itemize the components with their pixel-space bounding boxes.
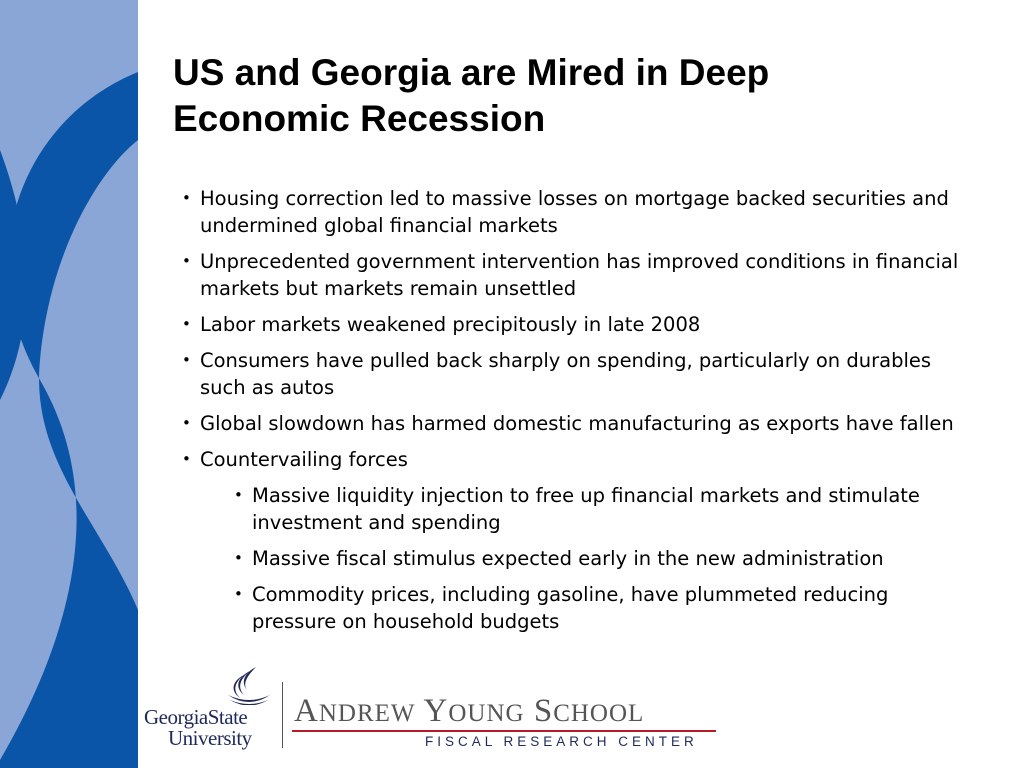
gsu-wordmark-line1: GeorgiaState — [144, 705, 248, 729]
bullet-list — [182, 185, 962, 644]
slide-title — [173, 50, 973, 142]
bullet-item: • Labor markets weakened precipitously in late 2008 — [182, 311, 962, 338]
school-name-rule — [292, 730, 716, 732]
slide-title-line2: Economic Recession — [173, 98, 546, 139]
sub-bullet-item: • Commodity prices, including gasoline, have plummeted reducing pressure on household budgets — [234, 581, 962, 635]
decorative-side-panel — [0, 0, 138, 768]
logo-divider — [282, 682, 283, 748]
center-name: FISCAL RESEARCH CENTER — [425, 734, 698, 749]
bullet-item: • Countervailing forces — [182, 446, 962, 473]
bullet-item: • Unprecedented government intervention has improved conditions in financial markets but markets remain unsettled — [182, 248, 962, 302]
gsu-wordmark-line2: University — [168, 726, 252, 750]
footer-logos — [138, 660, 738, 760]
bullet-item: • Housing correction led to massive losses on mortgage backed securities and undermined global financial markets — [182, 185, 962, 239]
sub-bullet-item: • Massive fiscal stimulus expected early in the new administration — [234, 545, 962, 572]
bullet-item: • Consumers have pulled back sharply on spending, particularly on durables such as autos — [182, 347, 962, 401]
flame-logo-icon — [226, 665, 272, 705]
slide-title-line1: US and Georgia are Mired in Deep — [173, 52, 770, 93]
sub-bullet-item: • Massive liquidity injection to free up financial markets and stimulate investment and spending — [234, 482, 962, 536]
school-name: ANDREW YOUNG SCHOOL — [294, 693, 645, 729]
bullet-item: • Global slowdown has harmed domestic manufacturing as exports have fallen — [182, 410, 962, 437]
